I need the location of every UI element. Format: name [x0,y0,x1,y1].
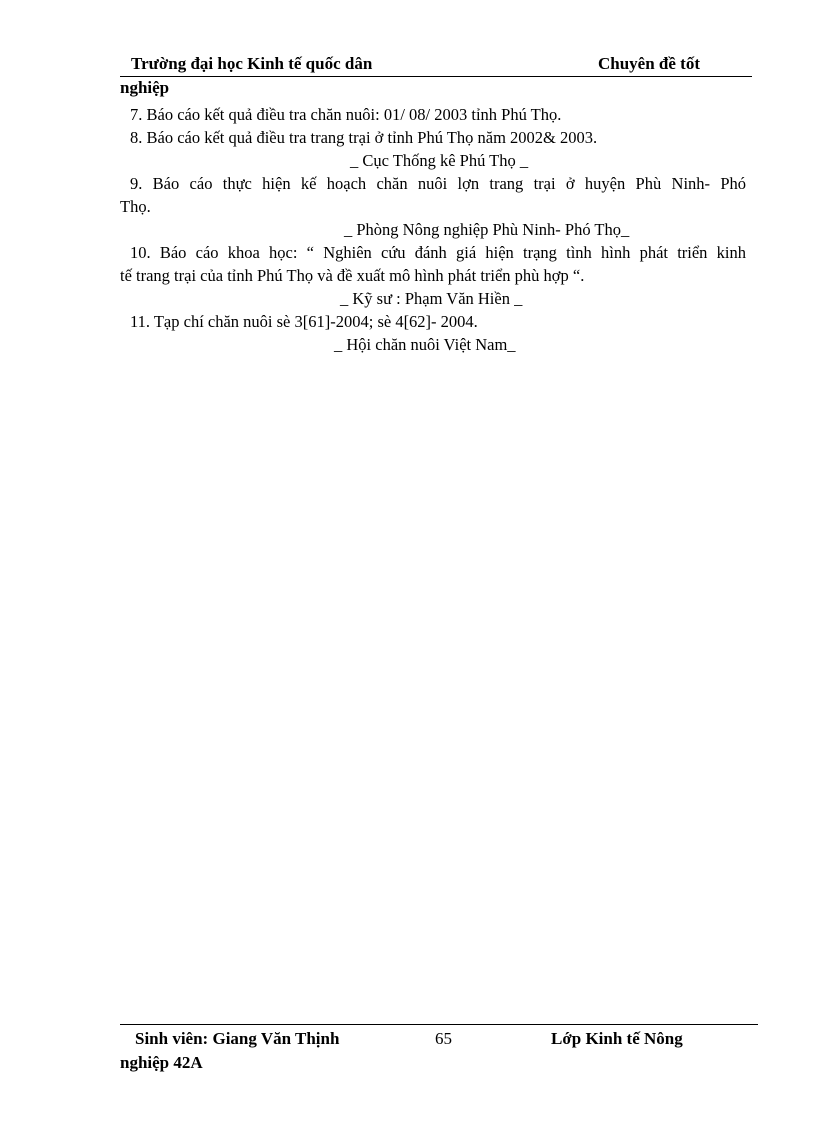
page-number: 65 [435,1029,452,1048]
reference-8-source: _ Cục Thống kê Phú Thọ _ [350,151,529,170]
reference-list [120,103,746,356]
reference-11-source: _ Hội chăn nuôi Việt Nam_ [334,335,516,354]
reference-7-line-1: 7. Báo cáo kết quả điều tra chăn nuôi: 01/ 08/ 2003 tỉnh Phú Thọ. [130,105,562,124]
header-school-name: Trường đại học Kinh tế quốc dân [131,54,373,73]
reference-11-line-1: 11. Tạp chí chăn nuôi sè 3[61]-2004; sè 4[62]- 2004. [130,312,478,331]
footer-student-name: Sinh viên: Giang Văn Thịnh [135,1029,340,1048]
reference-10-line-1: 10. Báo cáo khoa học: “ Nghiên cứu đánh giá hiện trạng tình hình phát triển kinh [130,243,746,262]
footer-rule [120,1024,758,1025]
footer-class-label: Lớp Kinh tế Nông [551,1029,683,1048]
reference-9-line-2: Thọ. [120,197,151,216]
reference-10-source: _ Kỹ sư : Phạm Văn Hiền _ [340,289,523,308]
footer-wrap-text: nghiệp 42A [120,1053,203,1072]
reference-9-source: _ Phòng Nông nghiệp Phù Ninh- Phó Thọ_ [344,220,630,239]
header-rule [120,76,752,77]
reference-10-line-2: tế trang trại của tỉnh Phú Thọ và đề xuất mô hình phát triển phù hợp “. [120,266,585,285]
header-document-type: Chuyên đề tốt [598,54,701,73]
reference-8-line-1: 8. Báo cáo kết quả điều tra trang trại ở tỉnh Phú Thọ năm 2002& 2003. [130,128,598,147]
header-wrap-text: nghiệp [120,78,170,97]
reference-9-line-1: 9. Báo cáo thực hiện kế hoạch chăn nuôi lợn trang trại ở huyện Phù Ninh- Phó [130,174,746,193]
